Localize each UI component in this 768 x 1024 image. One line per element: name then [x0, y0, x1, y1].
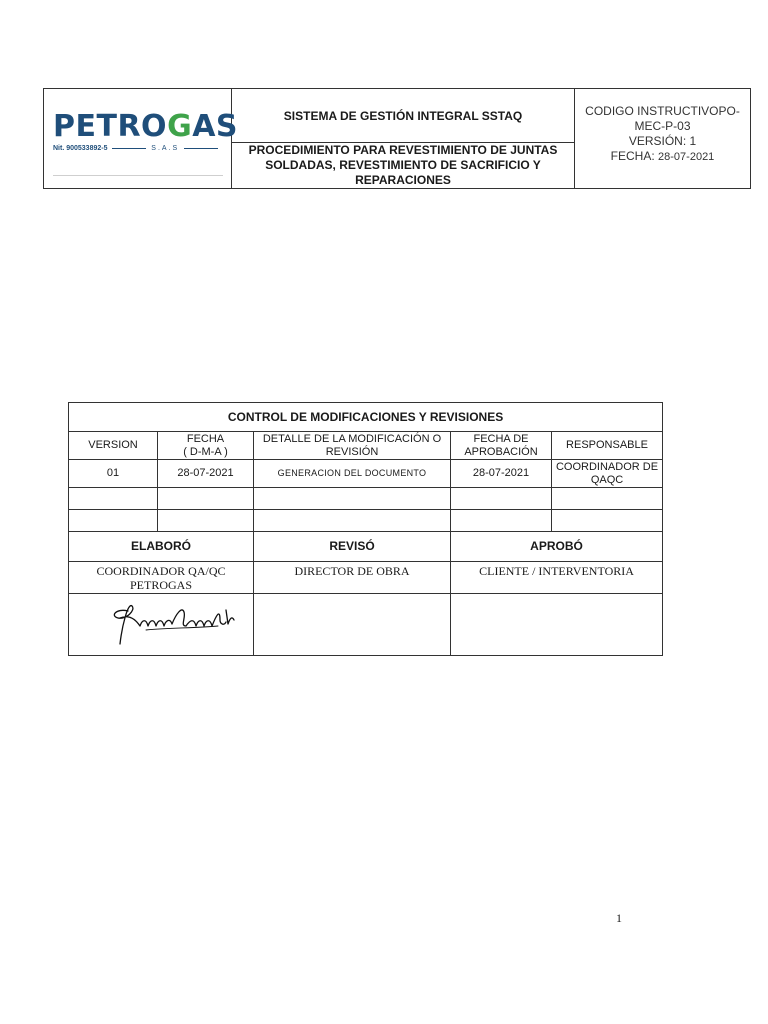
table-cell-detalle	[254, 488, 451, 510]
table-cell-responsable: COORDINADOR DE QAQC	[552, 460, 663, 488]
table-cell-fecha: 28-07-2021	[158, 460, 254, 488]
table-row	[69, 510, 663, 532]
table-cell-fecha-aprobacion: 28-07-2021	[451, 460, 552, 488]
table-cell-version	[69, 510, 158, 532]
table-row	[69, 488, 663, 510]
signature-box-reviso	[254, 594, 451, 656]
page-number: 1	[616, 911, 622, 925]
logo-wordmark: PETROGAS	[53, 109, 239, 144]
signature-header-row	[69, 532, 663, 562]
control-table-title: CONTROL DE MODIFICACIONES Y REVISIONES	[69, 403, 663, 432]
document-date-label: FECHA:	[610, 149, 655, 163]
signature-role-aprobo: CLIENTE / INTERVENTORIA	[451, 562, 663, 594]
signature-role-elaboro: COORDINADOR QA/QC PETROGAS	[69, 562, 254, 594]
logo-suffix: S.A.S	[151, 145, 180, 152]
table-cell-fecha	[158, 510, 254, 532]
table-cell-detalle: GENERACION DEL DOCUMENTO	[254, 460, 451, 488]
system-title: SISTEMA DE GESTIÓN INTEGRAL SSTAQ	[232, 89, 574, 143]
logo-nit: Nit. 900533892-5	[53, 145, 108, 152]
document-version: VERSIÓN: 1	[628, 134, 697, 148]
column-header-responsable: RESPONSABLE	[552, 432, 663, 460]
control-table-header-row	[69, 432, 663, 460]
company-logo	[53, 109, 239, 167]
table-cell-detalle	[254, 510, 451, 532]
column-header-fecha-aprobacion: FECHA DE APROBACIÓN	[451, 432, 552, 460]
signature-header-reviso: REVISÓ	[254, 532, 451, 562]
logo-divider-line	[112, 148, 146, 149]
signature-header-elaboro: ELABORÓ	[69, 532, 254, 562]
signature-box-elaboro	[69, 594, 254, 656]
table-row	[69, 460, 663, 488]
table-cell-fecha	[158, 488, 254, 510]
table-cell-fecha-aprobacion	[451, 488, 552, 510]
document-code-line2: MEC-P-03	[634, 119, 691, 133]
table-cell-responsable	[552, 510, 663, 532]
logo-underline	[53, 175, 223, 176]
table-cell-version	[69, 488, 158, 510]
logo-cell	[44, 89, 239, 188]
procedure-title: PROCEDIMIENTO PARA REVESTIMIENTO DE JUNTAS SOLDADAS, REVESTIMIENTO DE SACRIFICIO Y REPARACIONES	[248, 143, 558, 187]
document-code-line1: CODIGO INSTRUCTIVOPO-	[585, 104, 740, 118]
handwritten-signature	[106, 596, 236, 654]
column-header-version: VERSION	[69, 432, 158, 460]
column-header-fecha: FECHA ( D-M-A )	[158, 432, 254, 460]
document-code-cell	[575, 89, 750, 188]
column-header-detalle: DETALLE DE LA MODIFICACIÓN O REVISIÓN	[254, 432, 451, 460]
signature-role-row	[69, 562, 663, 594]
logo-divider-line	[184, 148, 218, 149]
document-date-value: 28-07-2021	[658, 151, 715, 163]
signature-header-aprobo: APROBÓ	[451, 532, 663, 562]
title-cell	[232, 89, 575, 188]
signature-role-reviso: DIRECTOR DE OBRA	[254, 562, 451, 594]
control-table	[68, 402, 663, 656]
document-header	[43, 88, 751, 189]
table-cell-fecha-aprobacion	[451, 510, 552, 532]
signature-box-row	[69, 594, 663, 656]
table-cell-responsable	[552, 488, 663, 510]
logo-subline	[53, 145, 223, 152]
signature-box-aprobo	[451, 594, 663, 656]
document-date	[611, 149, 715, 165]
table-cell-version: 01	[69, 460, 158, 488]
